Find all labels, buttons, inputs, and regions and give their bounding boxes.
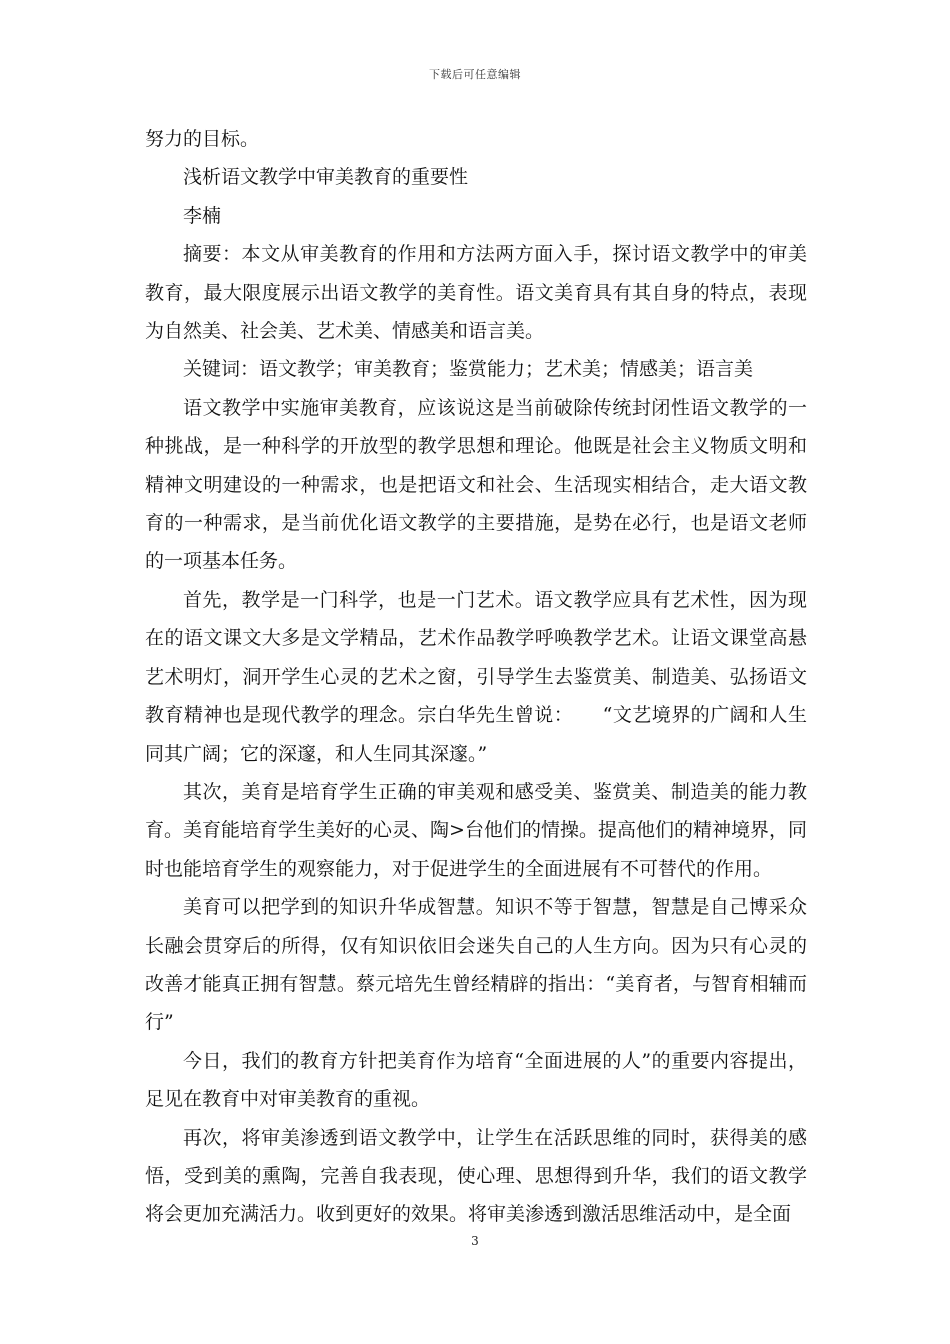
body-paragraph: 语文教学中实施审美教育，应该说这是当前破除传统封闭性语文教学的一种挑战，是一种科学的开放型的教学思想和理论。他既是社会主义物质文明和精神文明建设的一种需求，也是把语文和社会、生活现实相结合，走大语文教育的一种需求，是当前优化语文教学的主要措施，是势在必行，也是语文老师的一项基本任务。: [145, 396, 807, 573]
body-paragraph: 其次，美育是培育学生正确的审美观和感受美、鉴赏美、制造美的能力教育。美育能培育学生美好的心灵、陶>台他们的情操。提高他们的精神境界，同时也能培育学生的观察能力，对于促进学生的全面进展有不可替代的作用。: [145, 780, 807, 880]
article-abstract: 摘要：本文从审美教育的作用和方法两方面入手，探讨语文教学中的审美教育，最大限度展示出语文教学的美育性。语文美育具有其自身的特点，表现为自然美、社会美、艺术美、情感美和语言美。: [145, 243, 807, 343]
article-keywords: 关键词：语文教学；审美教育；鉴赏能力；艺术美；情感美；语言美: [183, 358, 754, 381]
body-paragraph: 再次，将审美渗透到语文教学中，让学生在活跃思维的同时，获得美的感悟，受到美的熏陶，完善自我表现，使心理、思想得到升华，我们的语文教学将会更加充满活力。收到更好的效果。将审美渗透到激活思维活动中，是全面: [145, 1126, 807, 1226]
page-header: 下载后可任意编辑: [429, 68, 521, 81]
paragraph-continuation: 努力的目标。: [145, 128, 260, 150]
page-number: 3: [471, 1234, 479, 1248]
body-paragraph: 美育可以把学到的知识升华成智慧。知识不等于智慧，智慧是自己博采众长融会贯穿后的所得，仅有知识依旧会迷失自己的人生方向。因为只有心灵的改善才能真正拥有智慧。蔡元培先生曾经精辟的指出：“美育者，与智育相辅而行”: [145, 896, 807, 1034]
article-author: 李楠: [183, 204, 222, 227]
article-title: 浅析语文教学中审美教育的重要性: [183, 166, 469, 189]
body-paragraph: 首先，教学是一门科学，也是一门艺术。语文教学应具有艺术性，因为现在的语文课文大多是文学精品，艺术作品教学呼唤教学艺术。让语文课堂高悬艺术明灯，洞开学生心灵的艺术之窗，引导学生去鉴赏美、制造美、弘扬语文教育精神也是现代教学的理念。宗白华先生曾说： “文艺境界的广阔和人生同其广阔；它的深邃，和人生同其深邃。”: [145, 588, 807, 765]
document-body: [145, 120, 807, 1234]
body-paragraph: 今日，我们的教育方针把美育作为培育“全面进展的人”的重要内容提出，足见在教育中对审美教育的重视。: [145, 1049, 807, 1111]
